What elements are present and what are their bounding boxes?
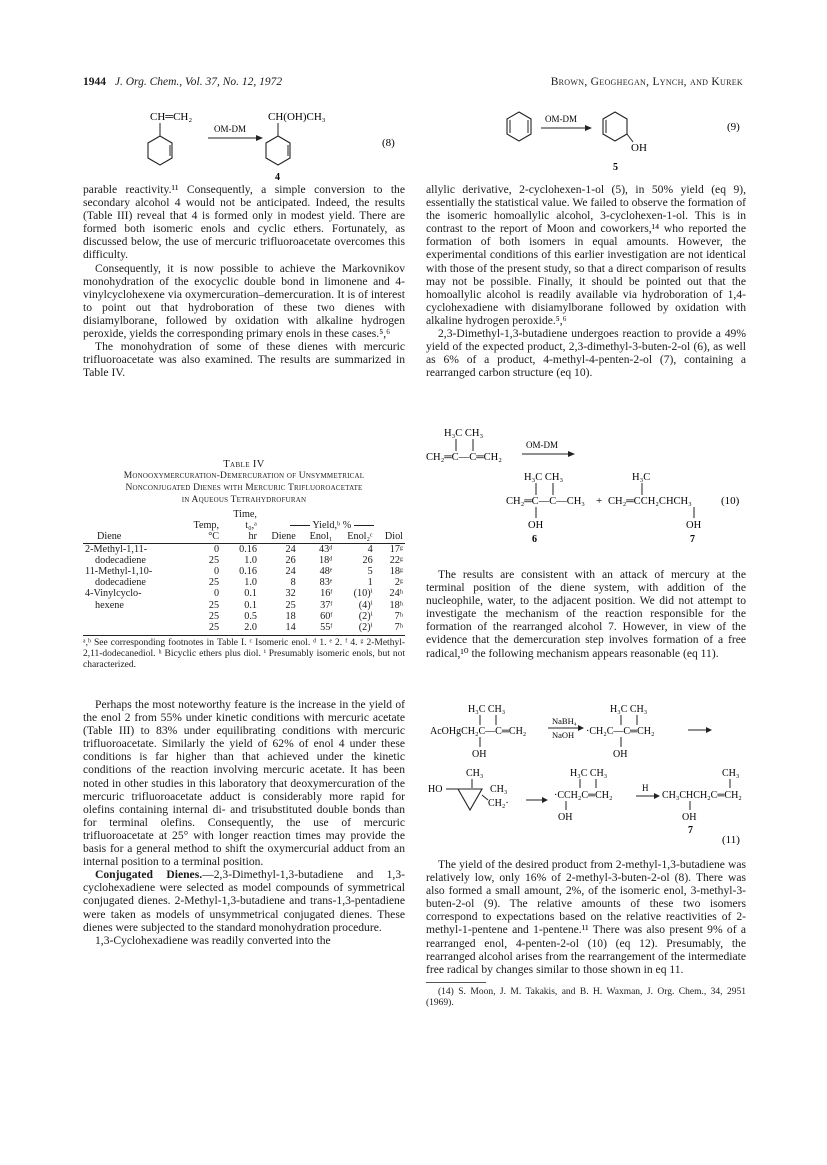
table-cell-time: 0.16: [239, 566, 257, 578]
eq11-number: (11): [722, 834, 740, 845]
eq11-cyclo-ch2-radical: CH₂·: [488, 798, 509, 809]
table-cell-time: 0.5: [244, 610, 257, 622]
eq8-product-label: CH(OH)CH₃: [268, 111, 326, 123]
table-cell-e1: 55ᶠ: [320, 622, 333, 634]
table-cell-diol: 18ʰ: [389, 599, 403, 611]
left-paragraph-3: The monohydration of some of these dienes with mercuric trifluoroacetate was also examined. The results are summarized in Table IV.: [83, 340, 405, 380]
table-cell-e1: 18ᵈ: [319, 554, 333, 566]
table-cell-time: 2.0: [244, 622, 257, 634]
eq11-r5-methyl: CH₃: [722, 768, 740, 779]
section-title-conjugated-dienes: Conjugated Dienes.: [95, 868, 203, 882]
eq9-reagent: OM-DM: [545, 114, 578, 124]
col-header-time-sub: t₀,ᵃ: [245, 520, 257, 532]
eq10-product2-number: 7: [690, 534, 695, 545]
eq11-r1-oh: OH: [472, 749, 487, 760]
right-column-lower: [426, 858, 746, 1009]
journal-citation: J. Org. Chem., Vol. 37, No. 12, 1972: [114, 76, 283, 88]
eq10-product1-methyls: H₃C CH₃: [524, 472, 564, 483]
table-cell-e1: 83ᵉ: [319, 577, 333, 589]
table-cell-diene: 4-Vinylcyclo-: [85, 588, 142, 600]
table-cell-temp: 25: [208, 554, 220, 566]
table-cell-diol: 17ᵍ: [389, 543, 403, 555]
eq9-number: (9): [727, 121, 740, 133]
eq11-h-label: H: [642, 783, 649, 793]
table-cell-d: 8: [290, 577, 296, 589]
eq11-compound-number: 7: [688, 825, 693, 836]
eq11-r2-methyls: H₃C CH₃: [610, 704, 648, 715]
eq8-compound-number: 4: [275, 172, 280, 182]
reference-14: (14) S. Moon, J. M. Takakis, and B. H. Waxman, J. Org. Chem., 34, 2951 (1969).: [426, 986, 746, 1008]
table-cell-e2: 4: [367, 543, 373, 555]
eq11-cyclo-methyl-right: CH₃: [490, 784, 508, 795]
table-cell-e1: 16ᶠ: [320, 588, 333, 600]
table-cell-time: 0.1: [244, 588, 257, 600]
table-cell-d: 24: [285, 566, 296, 578]
table-4-grid: [83, 509, 405, 633]
equation-11: [426, 700, 748, 845]
table-row: [83, 566, 405, 577]
table-cell-d: 25: [285, 599, 296, 611]
eq10-product2: CH₂═CCH₂CHCH₃: [608, 496, 692, 507]
eq9-compound-number: 5: [613, 162, 618, 173]
right-paragraph-2: 2,3-Dimethyl-1,3-butadiene undergoes reaction to provide a 49% yield of the expected product, 2,3-dimethyl-3-buten-2-ol (6), as well as 6% of a product, 4-methyl-4-penten-2-ol (7), containing a rearranged carbon structure (eq 10).: [426, 327, 746, 380]
eq11-r5-oh: OH: [682, 812, 697, 823]
eq8-product-ring: [266, 136, 290, 165]
eq10-product1-oh: OH: [528, 520, 544, 531]
eq10-reactant-methyls: H₃C CH₃: [444, 428, 484, 439]
eq11-reagent-top: NaBH₄: [552, 716, 577, 726]
equation-8: [120, 108, 410, 182]
table-cell-diol: 7ʰ: [394, 610, 403, 622]
table-row: [83, 588, 405, 599]
table-cell-temp: 0: [213, 543, 220, 555]
eq8-reactant-ring: [148, 136, 172, 165]
table-row: [83, 577, 405, 588]
eq8-reagent: OM-DM: [214, 124, 247, 134]
table-4-subtitle-1: Monooxymercuration-Demercuration of Unsymmetrical: [123, 471, 365, 481]
table-4: [83, 459, 405, 671]
table-cell-e2: 5: [367, 566, 373, 578]
col-header-temp-unit: °C: [208, 531, 220, 543]
running-header-authors: Brown, Geoghegan, Lynch, and Kurek: [550, 76, 743, 88]
table-row: [83, 600, 405, 611]
eq11-cyclopropane-ring: [458, 789, 482, 810]
eq11-r4: ·CCH₂C═CH₂: [554, 790, 613, 801]
col-header-diene: Diene: [97, 531, 122, 543]
eq9-product-ring: [603, 112, 627, 141]
eq11-r2-oh: OH: [613, 749, 628, 760]
right-paragraph-3: The results are consistent with an attack of mercury at the terminal position of the diene system, with addition of the nucleophile, water, to the adjacent position. We did not attempt to investigate the mechanism of the reaction responsible for the formation of the rearranged alcohol 7. However, in view of the evidence that the demercuration step involves formation of a free radical,¹⁰ the following mechanism appears reasonable (eq 11).: [426, 568, 746, 660]
left-column-upper: [83, 183, 405, 379]
table-cell-diene: dodecadiene: [95, 577, 146, 589]
table-cell-temp: 25: [208, 622, 220, 634]
table-cell-e2: (2)ⁱ: [358, 622, 373, 634]
eq11-r4-methyls: H₃C CH₃: [570, 768, 608, 779]
table-cell-e2: 1: [367, 577, 373, 589]
eq8-reactant-label: CH═CH₂: [150, 111, 193, 123]
table-cell-time: 1.0: [244, 577, 257, 589]
eq10-product1-number: 6: [532, 534, 537, 545]
table-cell-time: 1.0: [244, 554, 257, 566]
eq10-product1: CH₂═C—C—CH₃: [506, 496, 585, 507]
page-number: 1944: [83, 76, 106, 88]
table-cell-diene: [83, 622, 181, 633]
right-column-middle: [426, 568, 746, 660]
table-cell-temp: 0: [213, 588, 220, 600]
col-header-yield: Yield,ᵇ %: [259, 520, 405, 531]
eq10-reagent: OM-DM: [526, 440, 559, 450]
table-4-subtitle-2: Nonconjugated Dienes with Mercuric Trifluoroacetate: [125, 483, 363, 493]
table-4-footnote: ᵃ,ᵇ See corresponding footnotes in Table I. ᶜ Isomeric enol. ᵈ 1. ᵉ 2. ᶠ 4. ᵍ 2-Methyl-2,11-dodecanediol. ʰ Bicyclic ethers plus diol. ⁱ Presumably isomeric enols, but not characterized.: [83, 638, 405, 671]
eq10-plus: +: [596, 495, 603, 507]
table-cell-diene: [83, 611, 181, 622]
eq8-number: (8): [382, 137, 395, 149]
table-row: [83, 611, 405, 622]
eq11-r2: ·CH₂C—C═CH₂: [586, 726, 655, 737]
table-4-subtitle-3: in Aqueous Tetrahydrofuran: [181, 495, 307, 505]
table-cell-temp: 25: [208, 599, 220, 611]
equation-9: [505, 108, 750, 174]
eq11-r1: AcOHgCH₂C—C═CH₂: [430, 726, 527, 737]
col-header-time: Time,: [233, 509, 257, 520]
table-cell-e1: 43ᵈ: [319, 543, 333, 555]
table-cell-e1: 37ᶠ: [320, 599, 333, 611]
table-cell-diol: 18ᵍ: [389, 566, 403, 578]
table-cell-diol: 2ᵍ: [394, 577, 403, 589]
table-cell-d: 32: [285, 588, 296, 600]
eq11-reagent-bottom: NaOH: [552, 730, 575, 740]
table-row: [83, 543, 405, 555]
table-cell-e1: 60ᶠ: [320, 610, 333, 622]
eq10-number: (10): [721, 495, 740, 507]
table-cell-d: 14: [285, 622, 296, 634]
eq10-product2-oh: OH: [686, 520, 702, 531]
table-cell-d: 18: [285, 610, 296, 622]
left-paragraph-6: 1,3-Cyclohexadiene was readily converted into the: [95, 933, 331, 947]
table-cell-diol: 7ʰ: [394, 622, 403, 634]
table-cell-time: 0.1: [244, 599, 257, 611]
equation-10: [426, 424, 748, 558]
table-cell-temp: 25: [208, 610, 220, 622]
right-column-upper: [426, 183, 746, 379]
col-header-temp: Temp,: [193, 520, 220, 532]
table-cell-diene: dodecadiene: [95, 554, 146, 566]
eq9-product-label: OH: [631, 142, 647, 154]
table-cell-temp: 0: [213, 566, 220, 578]
running-header-left: [83, 76, 282, 88]
table-cell-temp: 25: [208, 577, 220, 589]
table-cell-d: 24: [285, 543, 296, 555]
table-row: [83, 622, 405, 633]
left-paragraph-2: Consequently, it is now possible to achieve the Markovnikov monohydration of the exocyclic double bond in limonene and 4-vinylcyclohexene via oxymercuration–demercuration. It is of interest to point out that hydroboration of these two dienes with disiamylborane, followed by oxidation with alkaline hydrogen peroxide, yields the corresponding primary enols in these cases.⁵,⁶: [83, 261, 405, 341]
right-paragraph-4: The yield of the desired product from 2-methyl-1,3-butadiene was relatively low, only 16% of 2-methyl-3-buten-2-ol (8). There was also formed a small amount, 2%, of the isomeric enol, 3-methyl-3-buten-2-ol (9). The relative amounts of these two isomers correspond to expectations based on the relative reactivities of 2-methyl-1-pentene and 1-pentene.¹¹ There was also present 9% of a rearranged enol, 4-penten-2-ol (10) (eq 12). Presumably, the rearranged alcohol arises from the rearrangement of the intermediate free radical by changes similar to those shown in eq 11.: [426, 858, 746, 976]
table-row: [83, 555, 405, 566]
table-cell-d: 26: [285, 554, 296, 566]
table-cell-diene: hexene: [95, 599, 124, 611]
left-paragraph-4: Perhaps the most noteworthy feature is the increase in the yield of the enol 2 from 55% under kinetic conditions with mercuric acetate (Table III) to 83% under equilibrating conditions with mercuric trifluoroacetate. Similarly the yield of 62% of enol 4 under these conditions is far higher than that achieved under the kinetic conditions of the reaction involving mercuric acetate. It has been noted in other studies in this laboratory that deoxymercuration of the mercuric trifluoroacetate adduct is considerably more rapid for olefins containing internal di- and trisubstituted double bonds than for terminal olefins. Consequently, the use of mercuric trifluoroacetate at 25° with longer reaction times may provide the basis for a general method to shift the oxymercurial adduct from an internal position to a terminal position.: [83, 698, 405, 869]
right-paragraph-1: allylic derivative, 2-cyclohexen-1-ol (5), in 50% yield (eq 9), essentially the statistical value. We failed to observe the formation of the isomeric homoallylic alcohol, 3-cyclohexen-1-ol. This is in contrast to the report of Moon and coworkers,¹⁴ who reported the formation of both isomers in equal amounts. However, the experimental conditions of this earlier investigation are not identical with those of the present study, so that a direct comparison of results may not be possible. Finally, it should be pointed out that the homoallylic alcohol is readily available via hydroboration of 1,4-cyclohexadiene with disiamylborane followed by oxidation with alkaline hydrogen peroxide.⁵,⁶: [426, 183, 746, 327]
eq11-r1-methyls: H₃C CH₃: [468, 704, 506, 715]
table-cell-time: 0.16: [239, 543, 257, 555]
table-4-title: Table IV: [223, 459, 265, 470]
col-header-time-unit: hr: [248, 531, 257, 543]
table-cell-e2: (2)ⁱ: [358, 610, 373, 622]
eq10-reactant: CH₂═C—C═CH₂: [426, 452, 502, 463]
footnote-rule: [426, 982, 486, 983]
left-column-lower: [83, 698, 405, 947]
table-cell-e1: 48ᵉ: [319, 566, 333, 578]
eq10-product2-methyl: H₃C: [632, 472, 651, 483]
table-cell-diol: 22ᵍ: [389, 554, 403, 566]
table-cell-diene: 2-Methyl-1,11-: [85, 543, 148, 555]
eq11-cyclo-ho: HO: [428, 784, 443, 795]
left-paragraph-5: —2,3-Dimethyl-1,3-butadiene and 1,3-cyclohexadiene were selected as model compounds of symmetrical conjugated dienes. 2-Methyl-1,3-butadiene and trans-1,3-pentadiene were taken as models of unsymmetrical conjugated dienes. These dienes were subjected to the standard monohydration procedure.: [83, 868, 405, 934]
eq9-reactant-ring: [507, 112, 531, 141]
table-cell-e2: (4)ⁱ: [358, 599, 373, 611]
col-header-yield-diene: Diene: [271, 531, 296, 543]
eq11-r4-oh: OH: [558, 812, 573, 823]
col-header-enol2: Enol₂ᶜ: [347, 531, 373, 543]
left-paragraph-1: parable reactivity.¹¹ Consequently, a simple conversion to the secondary alcohol 4 would not be anticipated. Indeed, the results (Table III) reveal that 4 is formed only in modest yield. There are formed both isomeric enols and cyclic ethers. Fortunately, as discussed below, the use of mercuric trifluoroacetate overcomes this difficulty.: [83, 183, 405, 262]
eq11-cyclo-methyl-top: CH₃: [466, 768, 484, 779]
col-header-diol: Diol: [384, 531, 403, 543]
table-cell-diol: 24ʰ: [389, 588, 403, 600]
eq11-r5: CH₃CHCH₂C═CH₂: [662, 790, 742, 801]
col-header-enol1: Enol₁: [309, 531, 333, 543]
table-cell-diene: 11-Methyl-1,10-: [85, 566, 153, 578]
table-cell-e2: 26: [362, 554, 373, 566]
table-cell-e2: (10)ⁱ: [353, 588, 373, 600]
